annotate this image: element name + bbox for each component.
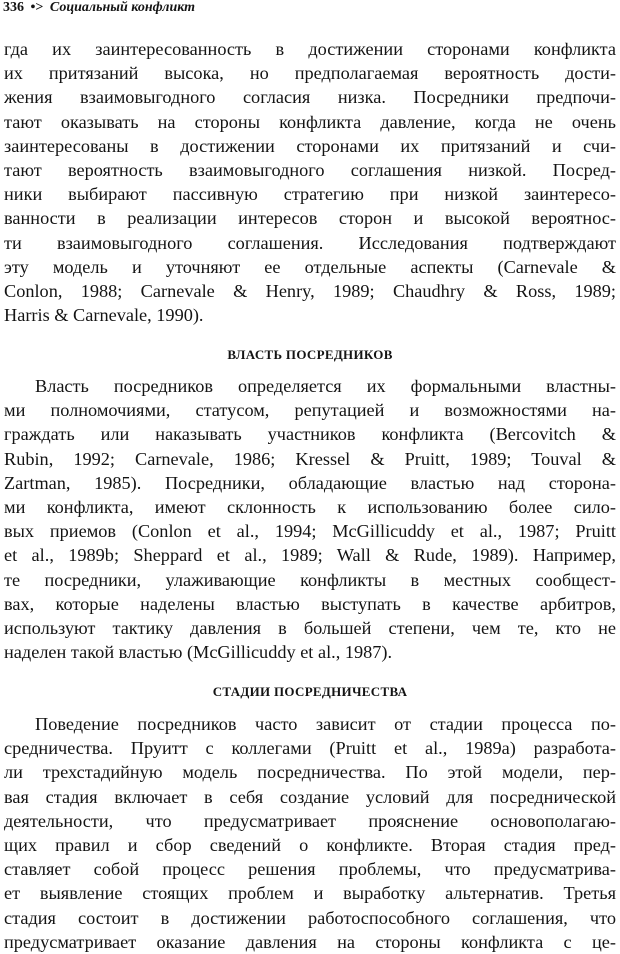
running-head-separator: •> — [30, 0, 44, 15]
page-number: 336 — [3, 0, 24, 15]
running-head-title: Социальный конфликт — [49, 0, 196, 15]
text-line: средничества. Пруитт с коллегами (Pruitt et al., 1989a) разработа- — [4, 738, 616, 759]
text-line: ванности в реализации интересов сторон и высокой вероятнос- — [4, 208, 616, 229]
text-line: ет выявление стоящих проблем и выработку альтернатив. Третья — [4, 883, 616, 904]
text-line: тают оказывать на стороны конфликта давление, когда не очень — [4, 111, 616, 132]
text-line: вах, которые наделены властью выступать в качестве арбитров, — [4, 593, 616, 614]
text-line: используют тактику давления в большей степени, чем те, кто не — [4, 617, 616, 638]
text-line: Conlon, 1988; Carnevale & Henry, 1989; Chaudhry & Ross, 1989; — [4, 280, 616, 301]
text-line: ставляет собой процесс решения проблемы, что предусматрива- — [4, 859, 616, 880]
text-line: щих правил и сбор сведений о конфликте. Вторая стадия пред- — [4, 834, 616, 855]
paragraph-3 — [4, 712, 616, 954]
text-line: Поведение посредников часто зависит от стадии процесса по- — [35, 714, 616, 734]
text-line: Harris & Carnevale, 1990). — [4, 305, 204, 326]
text-line: эту модель и уточняют ее отдельные аспекты (Carnevale & — [4, 256, 616, 277]
text-line: гда их заинтересованность в достижении сторонами конфликта — [4, 39, 616, 59]
running-head — [3, 0, 195, 16]
text-line: жения взаимовыгодного согласия низка. Посредники предпочи- — [4, 87, 616, 108]
text-line: ти взаимовыгодного соглашения. Исследования подтверждают — [4, 232, 616, 253]
text-line: предусматривает оказание давления на стороны конфликта с це- — [4, 931, 616, 952]
text-line: их притязаний высока, но предполагаемая вероятность дости- — [4, 63, 616, 84]
text-line: вая стадия включает в себя создание условий для посреднической — [4, 786, 616, 807]
text-line: ники выбирают пассивную стратегию при низкой заинтересо- — [4, 184, 616, 205]
section-heading-mediator-power: ВЛАСТЬ ПОСРЕДНИКОВ — [227, 347, 393, 362]
text-line: ми полномочиями, статусом, репутацией и возможностями на- — [4, 400, 616, 421]
text-line: ли трехстадийную модель посредничества. По этой модели, пер- — [4, 762, 616, 783]
text-line: наделен такой властью (McGillicuddy et al., 1987). — [4, 642, 393, 663]
text-line: тают вероятность взаимовыгодного соглашения низкой. Посред- — [4, 159, 616, 180]
text-line: стадия состоит в достижении работоспособного соглашения, что — [4, 907, 616, 928]
text-line: граждать или наказывать участников конфликта (Bercovitch & — [4, 424, 616, 445]
text-line: деятельности, что предусматривает прояснение основополагаю- — [4, 810, 616, 831]
text-line: заинтересованы в достижении сторонами их притязаний и счи- — [4, 135, 616, 156]
text-line: Rubin, 1992; Carnevale, 1986; Kressel & Pruitt, 1989; Touval & — [4, 448, 616, 469]
paragraph-1 — [4, 37, 616, 327]
text-line: Власть посредников определяется их формальными властны- — [35, 376, 616, 396]
text-line: ми конфликта, имеют склонность к использованию более сило- — [4, 496, 616, 517]
section-heading-mediation-stages: СТАДИИ ПОСРЕДНИЧЕСТВА — [212, 684, 408, 699]
text-line: те посредники, улаживающие конфликты в местных сообщест- — [4, 569, 616, 590]
text-line: Zartman, 1985). Посредники, обладающие властью над сторона- — [4, 472, 616, 493]
text-line: et al., 1989b; Sheppard et al., 1989; Wall & Rude, 1989). Например, — [4, 545, 616, 566]
text-line: вых приемов (Conlon et al., 1994; McGillicuddy et al., 1987; Pruitt — [4, 521, 616, 542]
paragraph-2 — [4, 374, 616, 664]
